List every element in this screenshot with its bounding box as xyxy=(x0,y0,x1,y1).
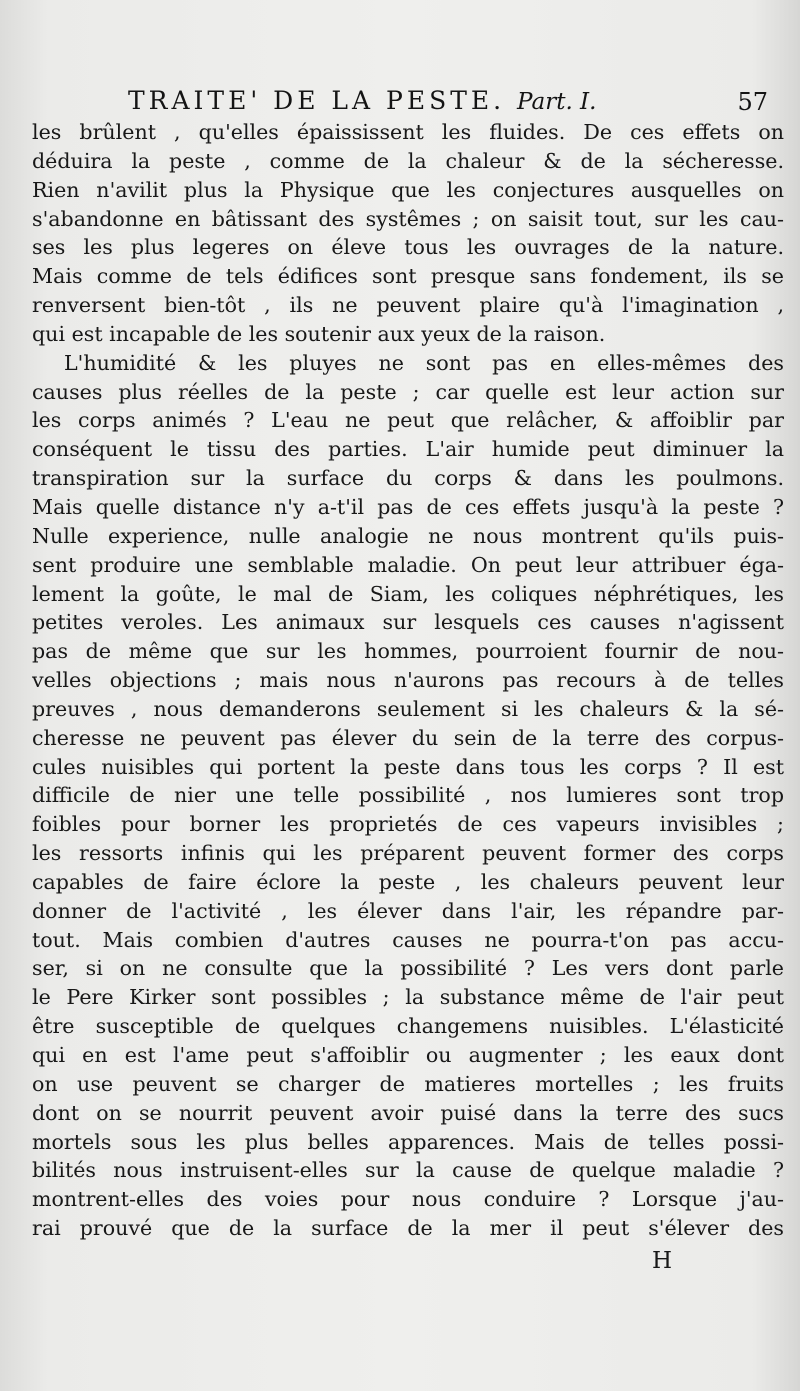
text-line: Nulle experience, nulle analogie ne nous montrent qu'ils puis- xyxy=(32,523,784,548)
text-line: foibles pour borner les proprietés de ces vapeurs invisibles ; xyxy=(32,812,784,837)
text-line: petites veroles. Les animaux sur lesquels ces causes n'agissent xyxy=(32,610,784,635)
text-line: déduira la peste , comme de la chaleur & de la sécheresse. xyxy=(32,148,784,173)
text-line: dont on se nourrit peuvent avoir puisé dans la terre des sucs xyxy=(32,1100,784,1125)
text-line: causes plus réelles de la peste ; car quelle est leur action sur xyxy=(32,379,784,404)
text-line: qui est incapable de les soutenir aux yeux de la raison. xyxy=(32,321,606,346)
running-title-part: Part. I. xyxy=(517,89,597,115)
text-line: difficile de nier une telle possibilité , nos lumieres sont trop xyxy=(32,783,784,808)
text-line: Rien n'avilit plus la Physique que les conjectures ausquelles on xyxy=(32,177,784,202)
running-title xyxy=(128,86,596,115)
text-line: mortels sous les plus belles apparences. Mais de telles possi- xyxy=(32,1129,784,1154)
text-line: qui en est l'ame peut s'affoiblir ou augmenter ; les eaux dont xyxy=(32,1043,784,1067)
text-line: les brûlent , qu'elles épaississent les fluides. De ces effets on xyxy=(32,120,784,144)
text-line: cules nuisibles qui portent la peste dans tous les corps ? Il est xyxy=(32,754,784,779)
text-line: montrent-elles des voies pour nous conduire ? Lorsque j'au- xyxy=(32,1187,784,1212)
text-line: on use peuvent se charger de matieres mortelles ; les fruits xyxy=(32,1071,784,1096)
page-header xyxy=(0,82,800,122)
text-line: le Pere Kirker sont possibles ; la substance même de l'air peut xyxy=(32,985,784,1010)
text-line: tout. Mais combien d'autres causes ne pourra-t'on pas accu- xyxy=(32,927,784,952)
text-line: pas de même que sur les hommes, pourroient fournir de nou- xyxy=(32,639,784,664)
text-line: Mais quelle distance n'y a-t'il pas de ces effets jusqu'à la peste ? xyxy=(32,494,784,519)
text-line: les ressorts infinis qui les préparent peuvent former des corps xyxy=(32,841,784,866)
text-line: s'abandonne en bâtissant des systêmes ; on saisit tout, sur les cau- xyxy=(32,206,784,231)
text-line: être susceptible de quelques changemens nuisibles. L'élasticité xyxy=(32,1014,784,1039)
page-number: 57 xyxy=(737,88,768,116)
text-line: Mais comme de tels édifices sont presque sans fondement, ils se xyxy=(32,264,784,289)
text-line: preuves , nous demanderons seulement si les chaleurs & la sé- xyxy=(32,696,784,721)
text-line: transpiration sur la surface du corps & dans les poulmons. xyxy=(32,466,784,491)
text-line: ses les plus legeres on éleve tous les ouvrages de la nature. xyxy=(32,235,784,260)
text-line: bilités nous instruisent-elles sur la cause de quelque maladie ? xyxy=(32,1158,784,1183)
text-line: rai prouvé que de la surface de la mer il peut s'élever des xyxy=(32,1216,784,1241)
signature-mark: H xyxy=(651,1248,672,1274)
body-text xyxy=(32,118,784,1243)
text-line: cheresse ne peuvent pas élever du sein de la terre des corpus- xyxy=(32,725,784,750)
text-line: les corps animés ? L'eau ne peut que relâcher, & affoiblir par xyxy=(32,408,784,433)
text-line: donner de l'activité , les élever dans l'air, les répandre par- xyxy=(32,898,784,923)
text-line: ser, si on ne consulte que la possibilité ? Les vers dont parle xyxy=(32,956,784,981)
text-line: lement la goûte, le mal de Siam, les coliques néphrétiques, les xyxy=(32,581,784,606)
text-line: renversent bien-tôt , ils ne peuvent plaire qu'à l'imagination , xyxy=(32,293,784,318)
running-title-text: TRAITE' DE LA PESTE. xyxy=(128,86,506,115)
text-line: velles objections ; mais nous n'aurons pas recours à de telles xyxy=(32,668,784,693)
text-line: conséquent le tissu des parties. L'air humide peut diminuer la xyxy=(32,437,784,462)
text-line: capables de faire éclore la peste , les chaleurs peuvent leur xyxy=(32,869,784,894)
text-line: sent produire une semblable maladie. On peut leur attribuer éga- xyxy=(32,552,784,577)
paragraph-first-line: L'humidité & les pluyes ne sont pas en elles-mêmes des xyxy=(64,350,784,375)
